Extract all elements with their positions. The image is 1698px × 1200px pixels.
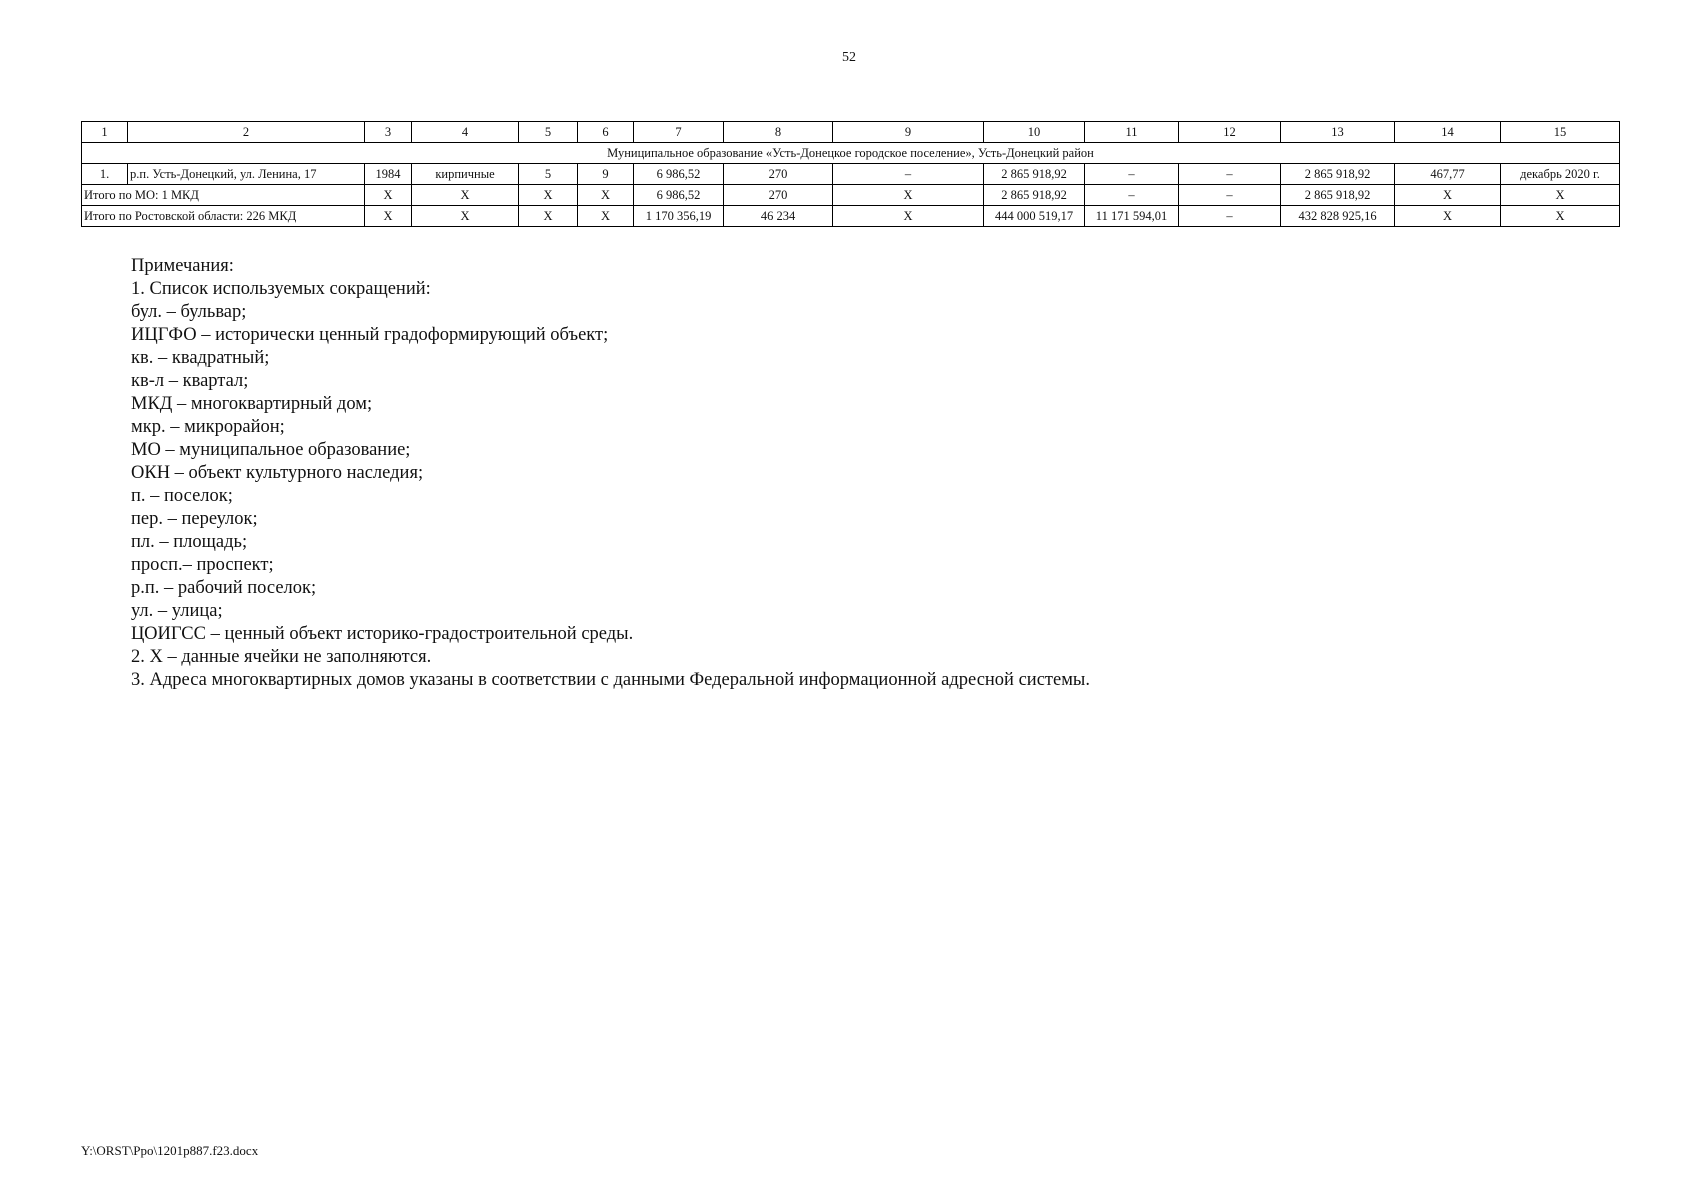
- table-cell: X: [519, 206, 578, 227]
- table-cell: X: [1501, 185, 1620, 206]
- table-cell: 270: [724, 185, 833, 206]
- total-label: Итого по Ростовской области: 226 МКД: [82, 206, 365, 227]
- table-cell: 46 234: [724, 206, 833, 227]
- table-cell: X: [833, 185, 984, 206]
- table-cell: –: [833, 164, 984, 185]
- header-cell: 7: [634, 122, 724, 143]
- header-cell: 1: [82, 122, 128, 143]
- table-cell: –: [1179, 164, 1281, 185]
- table-cell: X: [578, 206, 634, 227]
- note-line: р.п. – рабочий поселок;: [131, 578, 317, 598]
- header-cell: 3: [365, 122, 412, 143]
- header-cell: 13: [1281, 122, 1395, 143]
- address-cell: р.п. Усть-Донецкий, ул. Ленина, 17: [128, 164, 365, 185]
- table-cell: 444 000 519,17: [984, 206, 1085, 227]
- table-cell: кирпичные: [412, 164, 519, 185]
- table-cell: 6 986,52: [634, 185, 724, 206]
- footer-file-path: Y:\ORST\Ppo\1201p887.f23.docx: [81, 1143, 259, 1158]
- note-line: 3. Адреса многоквартирных домов указаны в соответствии с данными Федеральной информационной адресной системы.: [131, 670, 1090, 690]
- header-cell: 2: [128, 122, 365, 143]
- header-cell: 12: [1179, 122, 1281, 143]
- header-cell: 14: [1395, 122, 1501, 143]
- table-cell: декабрь 2020 г.: [1501, 164, 1620, 185]
- note-line: кв. – квадратный;: [131, 348, 270, 368]
- table-cell: X: [1395, 206, 1501, 227]
- table-cell: 6 986,52: [634, 164, 724, 185]
- table-cell: 5: [519, 164, 578, 185]
- section-title: Муниципальное образование «Усть-Донецкое городское поселение», Усть-Донецкий район: [82, 143, 1620, 164]
- section-row: [82, 143, 1620, 164]
- table-cell: –: [1085, 164, 1179, 185]
- table-row: [82, 164, 1620, 185]
- note-line: МКД – многоквартирный дом;: [131, 394, 373, 414]
- table-cell: X: [365, 185, 412, 206]
- note-line: 1. Список используемых сокращений:: [131, 279, 431, 299]
- header-cell: 9: [833, 122, 984, 143]
- table-cell: 9: [578, 164, 634, 185]
- table-cell: X: [365, 206, 412, 227]
- header-cell: 15: [1501, 122, 1620, 143]
- header-row: [82, 122, 1620, 143]
- table-cell: X: [412, 185, 519, 206]
- header-cell: 10: [984, 122, 1085, 143]
- note-line: ОКН – объект культурного наследия;: [131, 463, 424, 483]
- table-cell: 11 171 594,01: [1085, 206, 1179, 227]
- table-cell: –: [1179, 206, 1281, 227]
- note-line: мкр. – микрорайон;: [131, 417, 285, 437]
- notes-title: Примечания:: [131, 256, 234, 276]
- note-line: 2. X – данные ячейки не заполняются.: [131, 647, 432, 667]
- note-line: ул. – улица;: [131, 601, 223, 621]
- table-cell: 1.: [82, 164, 128, 185]
- page-number: 52: [842, 50, 856, 65]
- note-line: пл. – площадь;: [131, 532, 248, 552]
- header-cell: 11: [1085, 122, 1179, 143]
- table-cell: 2 865 918,92: [1281, 164, 1395, 185]
- table-cell: 1 170 356,19: [634, 206, 724, 227]
- table-cell: X: [1395, 185, 1501, 206]
- note-line: ЦОИГСС – ценный объект историко-градостроительной среды.: [131, 624, 634, 644]
- note-line: ИЦГФО – исторически ценный градоформирующий объект;: [131, 325, 609, 345]
- housing-table: [81, 121, 1619, 227]
- header-cell: 4: [412, 122, 519, 143]
- header-cell: 6: [578, 122, 634, 143]
- note-line: п. – поселок;: [131, 486, 233, 506]
- note-line: просп.– проспект;: [131, 555, 274, 575]
- table-cell: 467,77: [1395, 164, 1501, 185]
- table-cell: 1984: [365, 164, 412, 185]
- table-cell: 432 828 925,16: [1281, 206, 1395, 227]
- total-region-row: [82, 206, 1620, 227]
- table-cell: X: [578, 185, 634, 206]
- housing-table-grid: [81, 121, 1620, 227]
- table-cell: X: [519, 185, 578, 206]
- table-cell: –: [1085, 185, 1179, 206]
- total-label: Итого по МО: 1 МКД: [82, 185, 365, 206]
- table-cell: 2 865 918,92: [984, 164, 1085, 185]
- table-cell: X: [1501, 206, 1620, 227]
- table-cell: –: [1179, 185, 1281, 206]
- total-mo-row: [82, 185, 1620, 206]
- note-line: бул. – бульвар;: [131, 302, 247, 322]
- table-cell: 2 865 918,92: [984, 185, 1085, 206]
- notes-section: [131, 255, 1090, 692]
- header-cell: 5: [519, 122, 578, 143]
- table-cell: 270: [724, 164, 833, 185]
- header-cell: 8: [724, 122, 833, 143]
- note-line: МО – муниципальное образование;: [131, 440, 411, 460]
- table-cell: X: [833, 206, 984, 227]
- note-line: пер. – переулок;: [131, 509, 258, 529]
- table-cell: 2 865 918,92: [1281, 185, 1395, 206]
- table-cell: X: [412, 206, 519, 227]
- note-line: кв-л – квартал;: [131, 371, 249, 391]
